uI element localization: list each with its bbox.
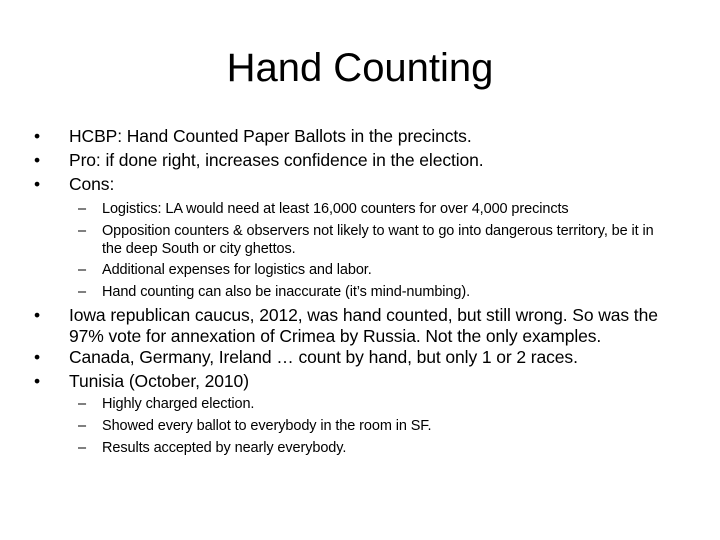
slide-title: Hand Counting [226,46,494,90]
bullet-marker: • [33,126,41,146]
sub-bullet-item [78,395,662,413]
bullet-marker: • [33,174,41,194]
bullet-marker: • [33,305,41,325]
bullet-text: HCBP: Hand Counted Paper Ballots in the precincts. [69,126,472,146]
sub-bullet-item [78,283,662,301]
dash-marker: – [78,262,86,278]
bullet-text: Iowa republican caucus, 2012, was hand counted, but still wrong. So was the 97% vote for annexation of Crimea by Russia. Not the only examples. [69,305,658,346]
dash-marker: – [78,396,86,412]
bullet-item [33,150,694,171]
sub-bullet-text: Highly charged election. [102,396,255,412]
bullet-item [33,126,694,147]
dash-marker: – [78,201,86,217]
bullet-text: Canada, Germany, Ireland … count by hand, but only 1 or 2 races. [69,347,578,367]
sub-bullet-text: Logistics: LA would need at least 16,000 counters for over 4,000 precincts [102,201,569,217]
dash-marker: – [78,223,86,239]
sub-bullet-item [78,439,662,457]
bullet-text: Cons: [69,174,115,194]
sub-bullet-item [78,261,662,279]
dash-marker: – [78,440,86,456]
bullet-item [33,174,694,195]
bullet-item [33,347,694,368]
dash-marker: – [78,418,86,434]
bullet-text: Tunisia (October, 2010) [69,371,249,391]
sub-bullet-text: Opposition counters & observers not likely to want to go into dangerous territory, be it in the deep South or city ghettos. [102,223,654,257]
bullet-marker: • [33,150,41,170]
bullet-marker: • [33,347,41,367]
sub-bullet-text: Additional expenses for logistics and labor. [102,262,372,278]
sub-bullet-text: Showed every ballot to everybody in the room in SF. [102,418,432,434]
sub-bullet-item [78,200,662,218]
sub-bullet-item [78,417,662,435]
bullet-text: Pro: if done right, increases confidence in the election. [69,150,484,170]
sub-bullet-text: Hand counting can also be inaccurate (it’s mind-numbing). [102,284,471,300]
bullet-item [33,305,694,347]
sub-bullet-text: Results accepted by nearly everybody. [102,440,347,456]
sub-bullet-item [78,222,662,258]
dash-marker: – [78,284,86,300]
bullet-item [33,371,694,392]
bullet-marker: • [33,371,41,391]
